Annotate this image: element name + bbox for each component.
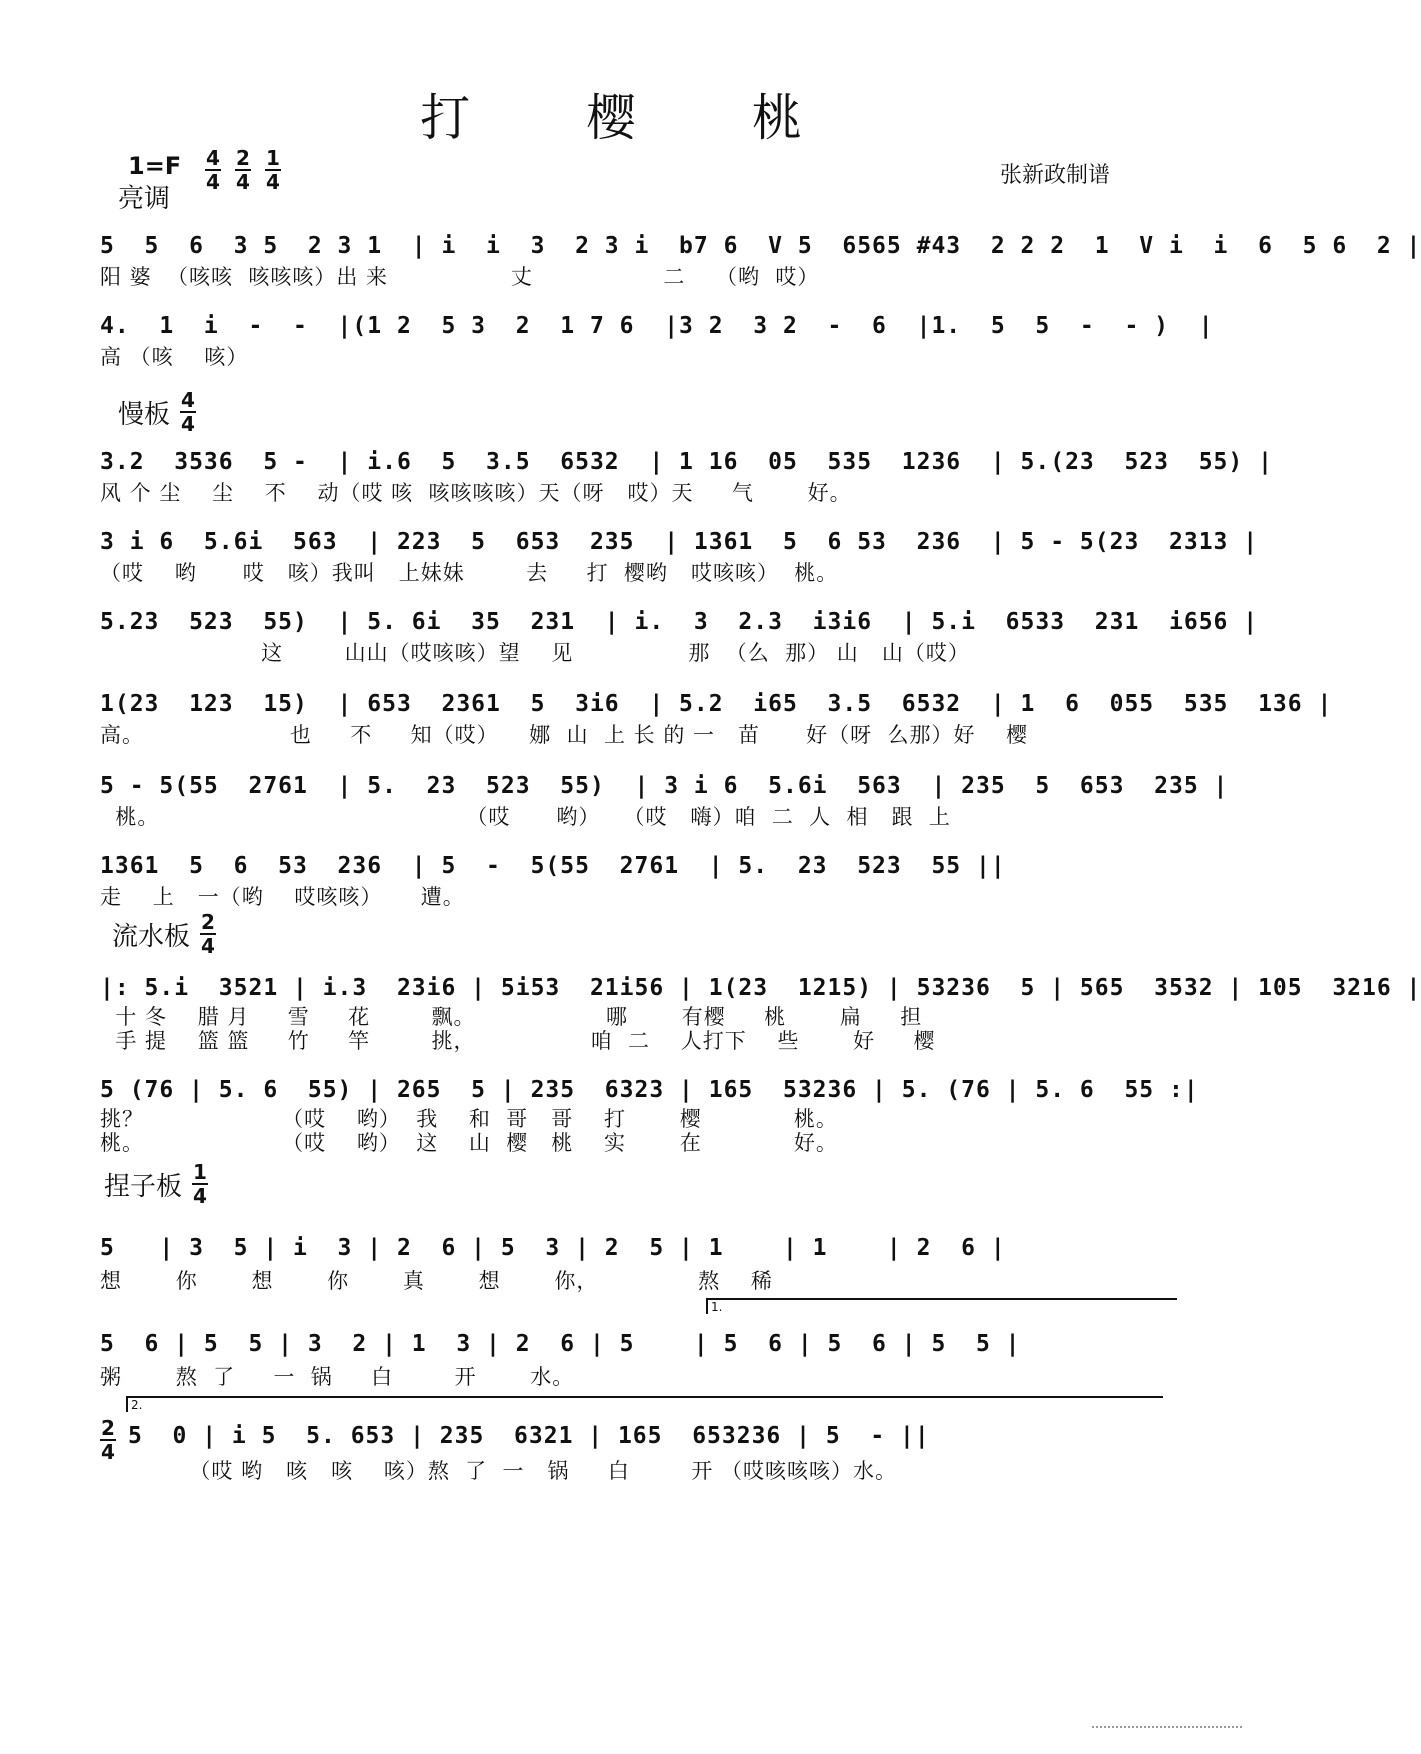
lyric-line: 粥 熬 了 一 锅 白 开 水。 xyxy=(100,1365,575,1389)
section-manban: 慢板 $\frac{4}{4}$ xyxy=(118,388,195,436)
lyric-line: 阳 婆 （咳咳 咳咳咳）出 来 丈 二 （哟 哎） xyxy=(100,265,820,289)
notation-line: 5 0 | i 5 5. 653 | 235 6321 | 165 653236 | 5 - || xyxy=(128,1423,930,1449)
lyric-line: 高。 也 不 知（哎） 娜 山 上 长 的 一 苗 好（呀 么那）好 樱 xyxy=(100,723,1029,747)
meter-3: $\frac{1}{4}$ xyxy=(266,146,280,194)
notation-line: 5.23 523 55) | 5. 6i 35 231 | i. 3 2.3 i3i6 | 5.i 6533 231 i656 | xyxy=(100,609,1259,635)
lyric-line-verse-2: 手 提 篮 篮 竹 竿 挑， 咱 二 人打下 些 好 樱 xyxy=(100,1029,936,1053)
lyric-line: 风 个 尘 尘 不 动（哎 咳 咳咳咳咳）天（呀 哎）天 气 好。 xyxy=(100,481,852,505)
meter-2: $\frac{2}{4}$ xyxy=(236,146,250,194)
notation-line: 4. 1 i - - |(1 2 5 3 2 1 7 6 |3 2 3 2 - 6 |1. 5 5 - - ) | xyxy=(100,313,1214,339)
lyric-line: 桃。 （哎 哟） （哎 嗨）咱 二 人 相 跟 上 xyxy=(100,805,951,829)
notation-line: 5 | 3 5 | i 3 | 2 6 | 5 3 | 2 5 | 1 | 1 | 2 6 | xyxy=(100,1235,1006,1261)
notation-line: 1361 5 6 53 236 | 5 - 5(55 2761 | 5. 23 523 55 || xyxy=(100,853,1006,879)
lyric-line-verse-1: 挑？ （哎 哟） 我 和 哥 哥 打 樱 桃。 xyxy=(100,1107,838,1131)
meter-change-24: $\frac{2}{4}$ xyxy=(101,1416,115,1464)
lyric-line: 高 （咳 咳） xyxy=(100,345,249,369)
notation-line: 5 (76 | 5. 6 55) | 265 5 | 235 6323 | 165 53236 | 5. (76 | 5. 6 55 :| xyxy=(100,1077,1199,1103)
notation-line: 1(23 123 15) | 653 2361 5 3i6 | 5.2 i65 3.5 6532 | 1 6 055 535 136 | xyxy=(100,691,1333,717)
lyric-line: 走 上 一（哟 哎咳咳） 遭。 xyxy=(100,885,465,909)
meter-liushuiban: $\frac{2}{4}$ xyxy=(201,910,215,958)
notation-line: 3 i 6 5.6i 563 | 223 5 653 235 | 1361 5 6 53 236 | 5 - 5(23 2313 | xyxy=(100,529,1259,555)
volta-bracket-2: 2. xyxy=(126,1396,1163,1412)
lyric-line: （哎 哟 咳 咳 咳）熬 了 一 锅 白 开 （哎咳咳咳）水。 xyxy=(128,1459,898,1483)
notation-line: 5 - 5(55 2761 | 5. 23 523 55) | 3 i 6 5.6i 563 | 235 5 653 235 | xyxy=(100,773,1229,799)
notation-line: 5 5 6 3 5 2 3 1 | i i 3 2 3 i b7 6 V 5 6565 #43 2 2 2 1 V i i 6 5 6 2 | xyxy=(100,233,1421,259)
meter-manban: $\frac{4}{4}$ xyxy=(181,388,195,436)
page-title: 打 樱 桃 xyxy=(420,89,852,147)
notation-line: 5 6 | 5 5 | 3 2 | 1 3 | 2 6 | 5 | 5 6 | 5 6 | 5 5 | xyxy=(100,1331,1021,1357)
section-liangdiao: 亮调 xyxy=(118,184,171,214)
notation-line: 3.2 3536 5 - | i.6 5 3.5 6532 | 1 16 05 535 1236 | 5.(23 523 55) | xyxy=(100,449,1273,475)
lyric-line: 这 山山（哎咳咳）望 见 那 （么 那） 山 山（哎） xyxy=(100,641,970,665)
notation-line: |: 5.i 3521 | i.3 23i6 | 5i53 21i56 | 1(23 1215) | 53236 5 | 565 3532 | 105 3216 | xyxy=(100,975,1421,1001)
meter-niezi: $\frac{1}{4}$ xyxy=(193,1160,207,1208)
key-signature: 1=F xyxy=(128,152,182,180)
meter-1: $\frac{4}{4}$ xyxy=(206,146,220,194)
section-niezi: 捏子板 $\frac{1}{4}$ xyxy=(104,1160,207,1208)
time-signatures xyxy=(205,148,281,192)
lyric-line-verse-1: 十 冬 腊 月 雪 花 飘。 哪 有樱 桃 扁 担 xyxy=(100,1005,923,1029)
arranger-credit: 张新政制谱 xyxy=(1000,163,1111,188)
section-liushuiban: 流水板 $\frac{2}{4}$ xyxy=(112,910,215,958)
lyric-line-verse-2: 桃。 （哎 哟） 这 山 樱 桃 实 在 好。 xyxy=(100,1131,838,1155)
lyric-line: 想 你 想 你 真 想 你， 熬 稀 xyxy=(100,1269,773,1293)
volta-bracket-1: 1. xyxy=(706,1298,1177,1314)
lyric-line: （哎 哟 哎 咳）我叫 上妹妹 去 打 樱哟 哎咳咳） 桃。 xyxy=(100,561,839,585)
watermark-mark xyxy=(1092,1726,1242,1736)
